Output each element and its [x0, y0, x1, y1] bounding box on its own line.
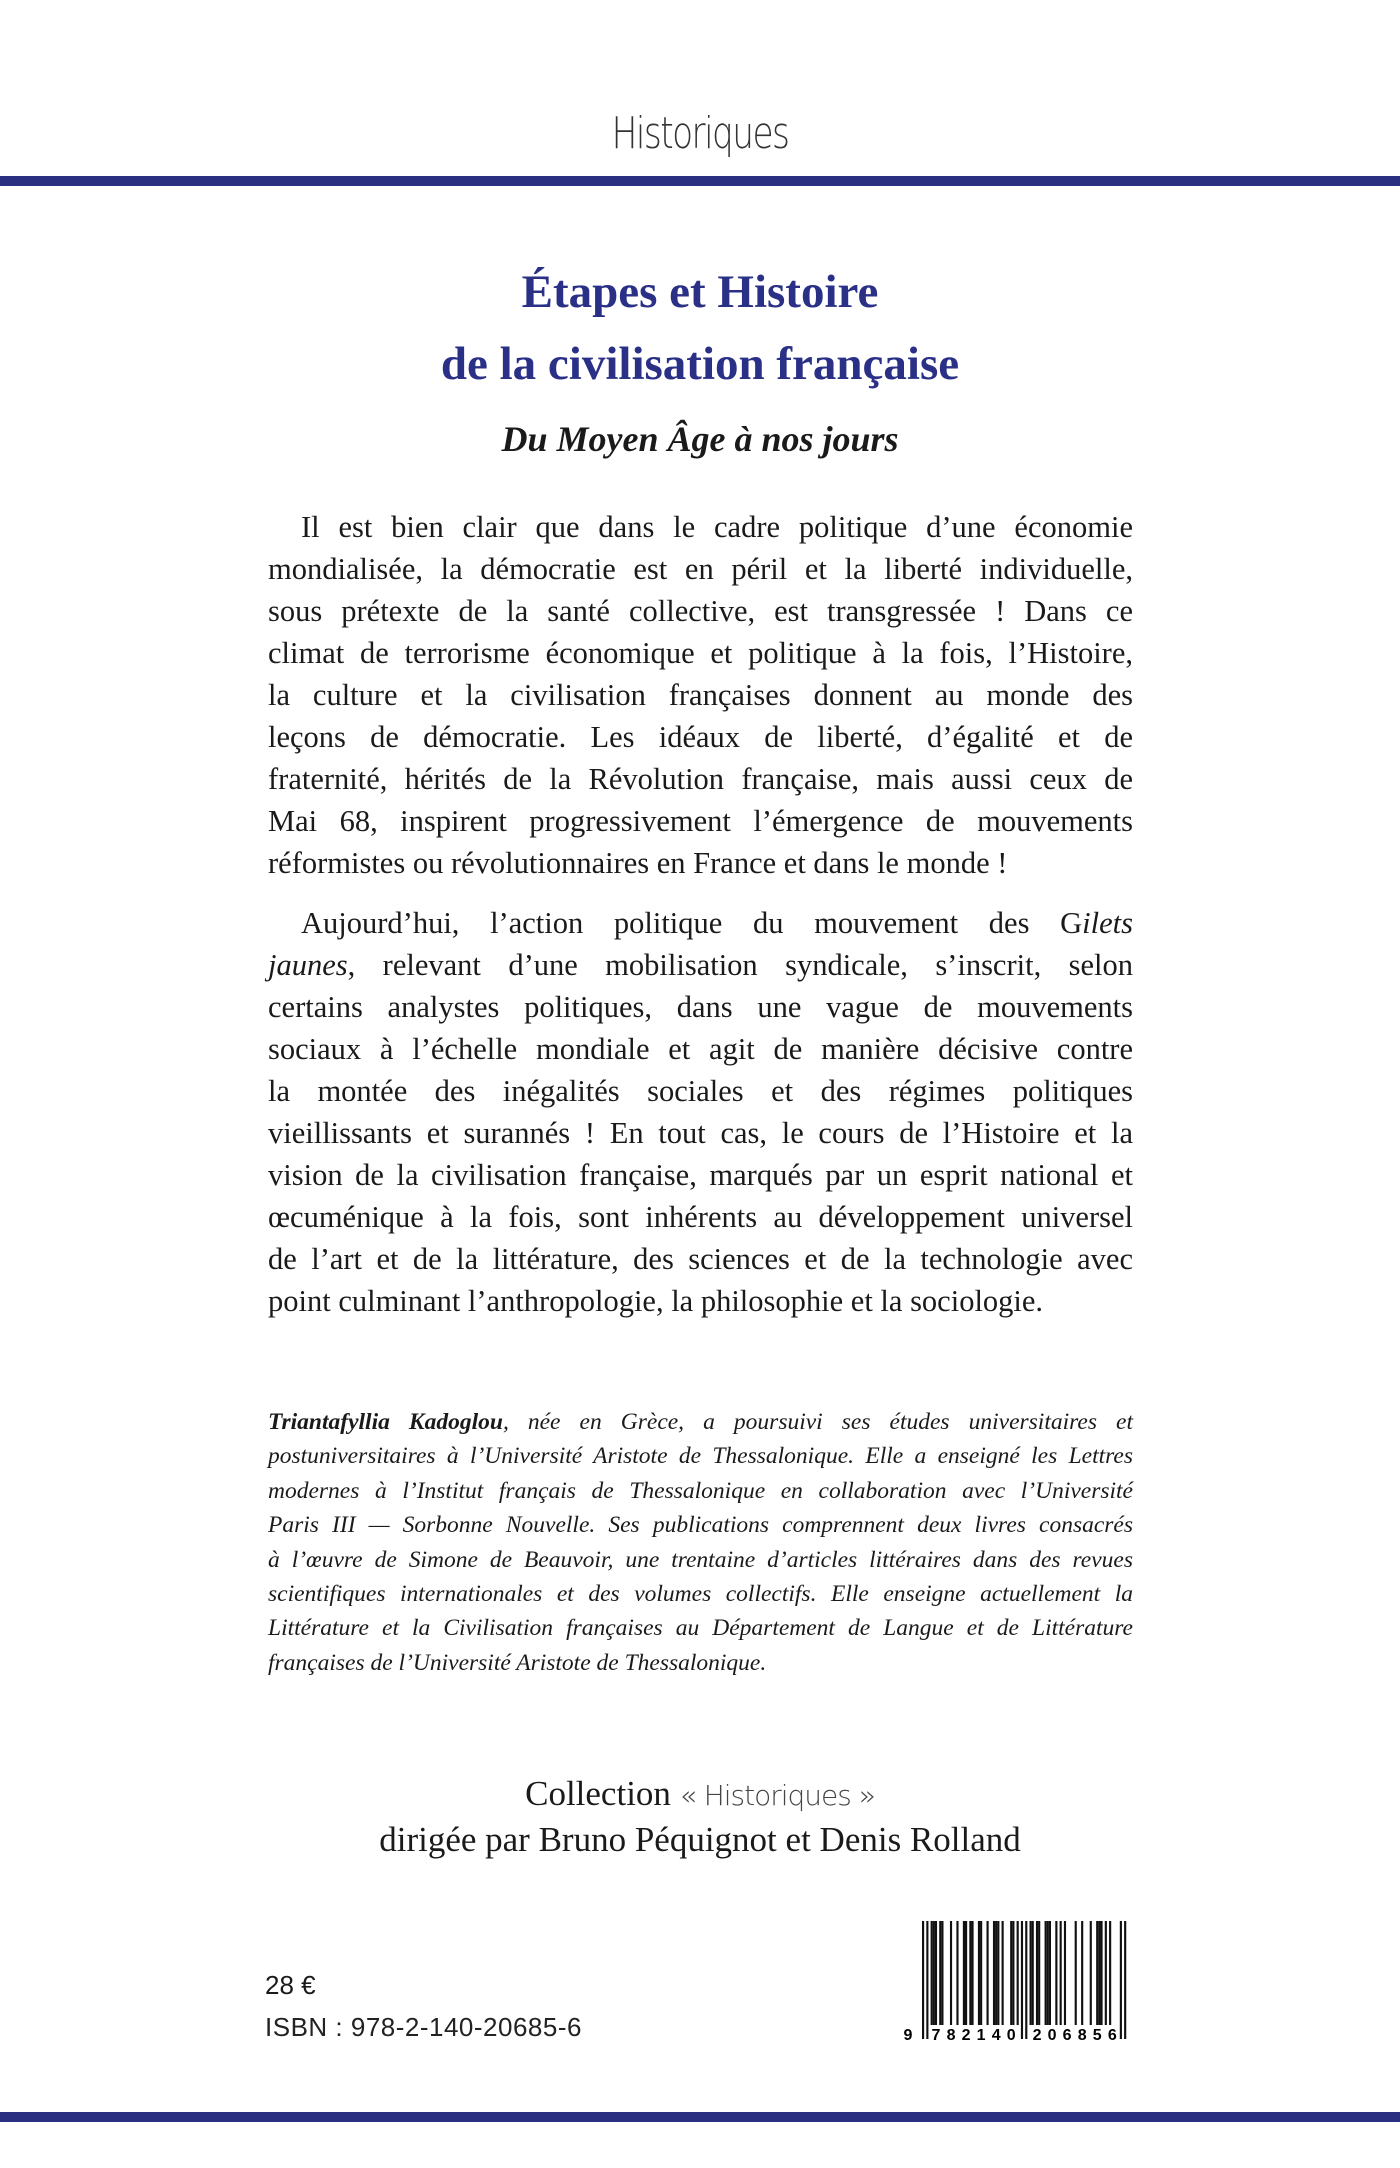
barcode-bar [1090, 1921, 1092, 2025]
barcode-bar [1105, 1921, 1107, 2025]
barcode-bar [1124, 1921, 1126, 2039]
barcode-bar [1060, 1921, 1062, 2025]
barcode-bar [1010, 1921, 1012, 2025]
barcode-bar [1038, 1921, 1040, 2025]
blurb-line: mondialisée, la démocratie est en péril et la liberté individuelle, [268, 552, 1133, 586]
barcode-digit: 9 [903, 2027, 913, 2044]
barcode-bar [1064, 1921, 1066, 2025]
barcode-bar [1096, 1921, 1098, 2025]
barcode-bar [1109, 1921, 1111, 2025]
barcode-bar [939, 1921, 941, 2025]
blurb-line: climat de terrorisme économique et politique à la fois, l’Histoire, [268, 636, 1133, 670]
barcode-digit: 8 [946, 2027, 956, 2044]
blurb-line: sous prétexte de la santé collective, est transgressée ! Dans ce [268, 594, 1133, 628]
barcode-digit: 0 [1006, 2027, 1016, 2044]
blurb-line: Mai 68, inspirent progressivement l’émergence de mouvements [268, 804, 1133, 838]
barcode-bar [950, 1921, 952, 2025]
barcode-bar [926, 1921, 928, 2039]
collection-label: Collection [525, 1774, 671, 1813]
bio-line: postuniversitaires à l’Université Aristote de Thessalonique. Elle a enseigné les Lettres [268, 1443, 1133, 1470]
blurb-line: œcuménique à la fois, sont inhérents au développement universel [268, 1200, 1133, 1234]
collection-line [0, 1771, 1400, 1819]
barcode-bar [978, 1921, 980, 2025]
barcode-digit: 1 [976, 2027, 986, 2044]
bio-line: Paris III — Sorbonne Nouvelle. Ses publications comprennent deux livres consacrés [268, 1512, 1133, 1539]
barcode-bar [1032, 1921, 1034, 2025]
bio-line: scientifiques internationales et des volumes collectifs. Elle enseigne actuellement la [268, 1580, 1133, 1607]
barcode-bar [987, 1921, 989, 2025]
barcode-bar [971, 1921, 973, 2025]
barcode-bar [969, 1921, 971, 2025]
barcode-digit: 2 [1032, 2027, 1042, 2044]
barcode-bar [1100, 1921, 1102, 2025]
bio-line: françaises de l’Université Aristote de Thessalonique. [268, 1649, 767, 1676]
blurb-line: la montée des inégalités sociales et des régimes politiques [268, 1074, 1133, 1108]
barcode-bar [1017, 1921, 1019, 2025]
barcode-bar [941, 1921, 943, 2025]
isbn: ISBN : 978-2-140-20685-6 [265, 2012, 582, 2042]
barcode-bar [1120, 1921, 1122, 2039]
barcode-digit: 2 [961, 2027, 971, 2044]
blurb-line: fraternité, hérités de la Révolution française, mais aussi ceux de [268, 762, 1133, 796]
barcode [900, 1918, 1130, 2048]
price: 28 € [265, 1970, 316, 2000]
barcode-bar [956, 1921, 958, 2025]
blurb-line: sociaux à l’échelle mondiale et agit de manière décisive contre [268, 1032, 1133, 1066]
bio-line: Triantafyllia Kadoglou, née en Grèce, a poursuivi ses études universitaires et [268, 1409, 1134, 1435]
barcode-bar [933, 1921, 935, 2025]
barcode-bar [997, 1921, 999, 2025]
barcode-bar [1075, 1921, 1077, 2025]
bottom-rule [0, 2112, 1400, 2122]
barcode-bar [965, 1921, 967, 2025]
blurb-line: vision de la civilisation française, marqués par un esprit national et [268, 1158, 1133, 1192]
barcode-bar [935, 1921, 937, 2025]
barcode-bar [1036, 1921, 1038, 2025]
barcode-bar [1081, 1921, 1083, 2025]
barcode-digit: 5 [1092, 2027, 1102, 2044]
barcode-bar [1045, 1921, 1047, 2025]
blurb-line: Aujourd’hui, l’action politique du mouvement des Gilets [301, 906, 1133, 940]
barcode-bar [993, 1921, 995, 2025]
barcode-bar [995, 1921, 997, 2025]
barcode-bar [922, 1921, 924, 2039]
barcode-digit: 6 [1062, 2027, 1072, 2044]
blurb-line: vieillissants et surannés ! En tout cas, le cours de l’Histoire et la [268, 1116, 1133, 1150]
blurb-line: jaunes, relevant d’une mobilisation syndicale, s’inscrit, selon [268, 948, 1133, 982]
blurb-paragraph-1 [268, 506, 1133, 884]
book-title [0, 256, 1400, 400]
blurb-paragraph-2 [268, 902, 1133, 1322]
author-bio [268, 1405, 1133, 1680]
blurb-line: point culminant l’anthropologie, la philosophie et la sociologie. [268, 1284, 1044, 1318]
barcode-bar [1047, 1921, 1049, 2025]
barcode-digit: 0 [1047, 2027, 1057, 2044]
blurb-line: de l’art et de la littérature, des sciences et de la technologie avec [268, 1242, 1133, 1276]
bio-line: modernes à l’Institut français de Thessalonique en collaboration avec l’Université [268, 1477, 1133, 1504]
barcode-digit: 4 [991, 2027, 1001, 2044]
barcode-bar [1025, 1921, 1027, 2039]
bio-line: à l’œuvre de Simone de Beauvoir, une trentaine d’articles littéraires dans des revues [268, 1546, 1133, 1573]
author-name: Triantafyllia Kadoglou [268, 1409, 503, 1435]
barcode-bar [963, 1921, 965, 2025]
barcode-bar [1012, 1921, 1014, 2025]
blurb-line: la culture et la civilisation françaises donnent au monde des [268, 678, 1133, 712]
series-logo: Historiques [611, 108, 789, 159]
top-rule [0, 176, 1400, 186]
blurb-line: leçons de démocratie. Les idéaux de liberté, d’égalité et de [268, 720, 1133, 754]
barcode-bar [1098, 1921, 1100, 2025]
barcode-bar [1021, 1921, 1023, 2039]
barcode-bar [1049, 1921, 1051, 2025]
blurb-line: certains analystes politiques, dans une vague de mouvements [268, 990, 1133, 1024]
barcode-bar [931, 1921, 933, 2025]
barcode-bar [1030, 1921, 1032, 2025]
bio-line: Littérature et la Civilisation françaises au Département de Langue et de Littérature [268, 1615, 1133, 1642]
blurb-line: Il est bien clair que dans le cadre politique d’une économie [301, 510, 1133, 544]
barcode-bar [1055, 1921, 1057, 2025]
barcode-bar [980, 1921, 982, 2025]
barcode-bar [1002, 1921, 1004, 2025]
title-line-1: Étapes et Histoire [521, 266, 879, 318]
barcode-digit: 8 [1077, 2027, 1087, 2044]
book-subtitle: Du Moyen Âge à nos jours [501, 419, 899, 459]
barcode-digit: 7 [931, 2027, 941, 2044]
barcode-digit: 6 [1107, 2027, 1117, 2044]
collection-name: « Historiques » [679, 1779, 875, 1812]
title-line-2: de la civilisation française [440, 338, 960, 390]
collection-directors: dirigée par Bruno Péquignot et Denis Rolland [379, 1820, 1021, 1859]
blurb-line: réformistes ou révolutionnaires en France et dans le monde ! [268, 846, 1008, 880]
